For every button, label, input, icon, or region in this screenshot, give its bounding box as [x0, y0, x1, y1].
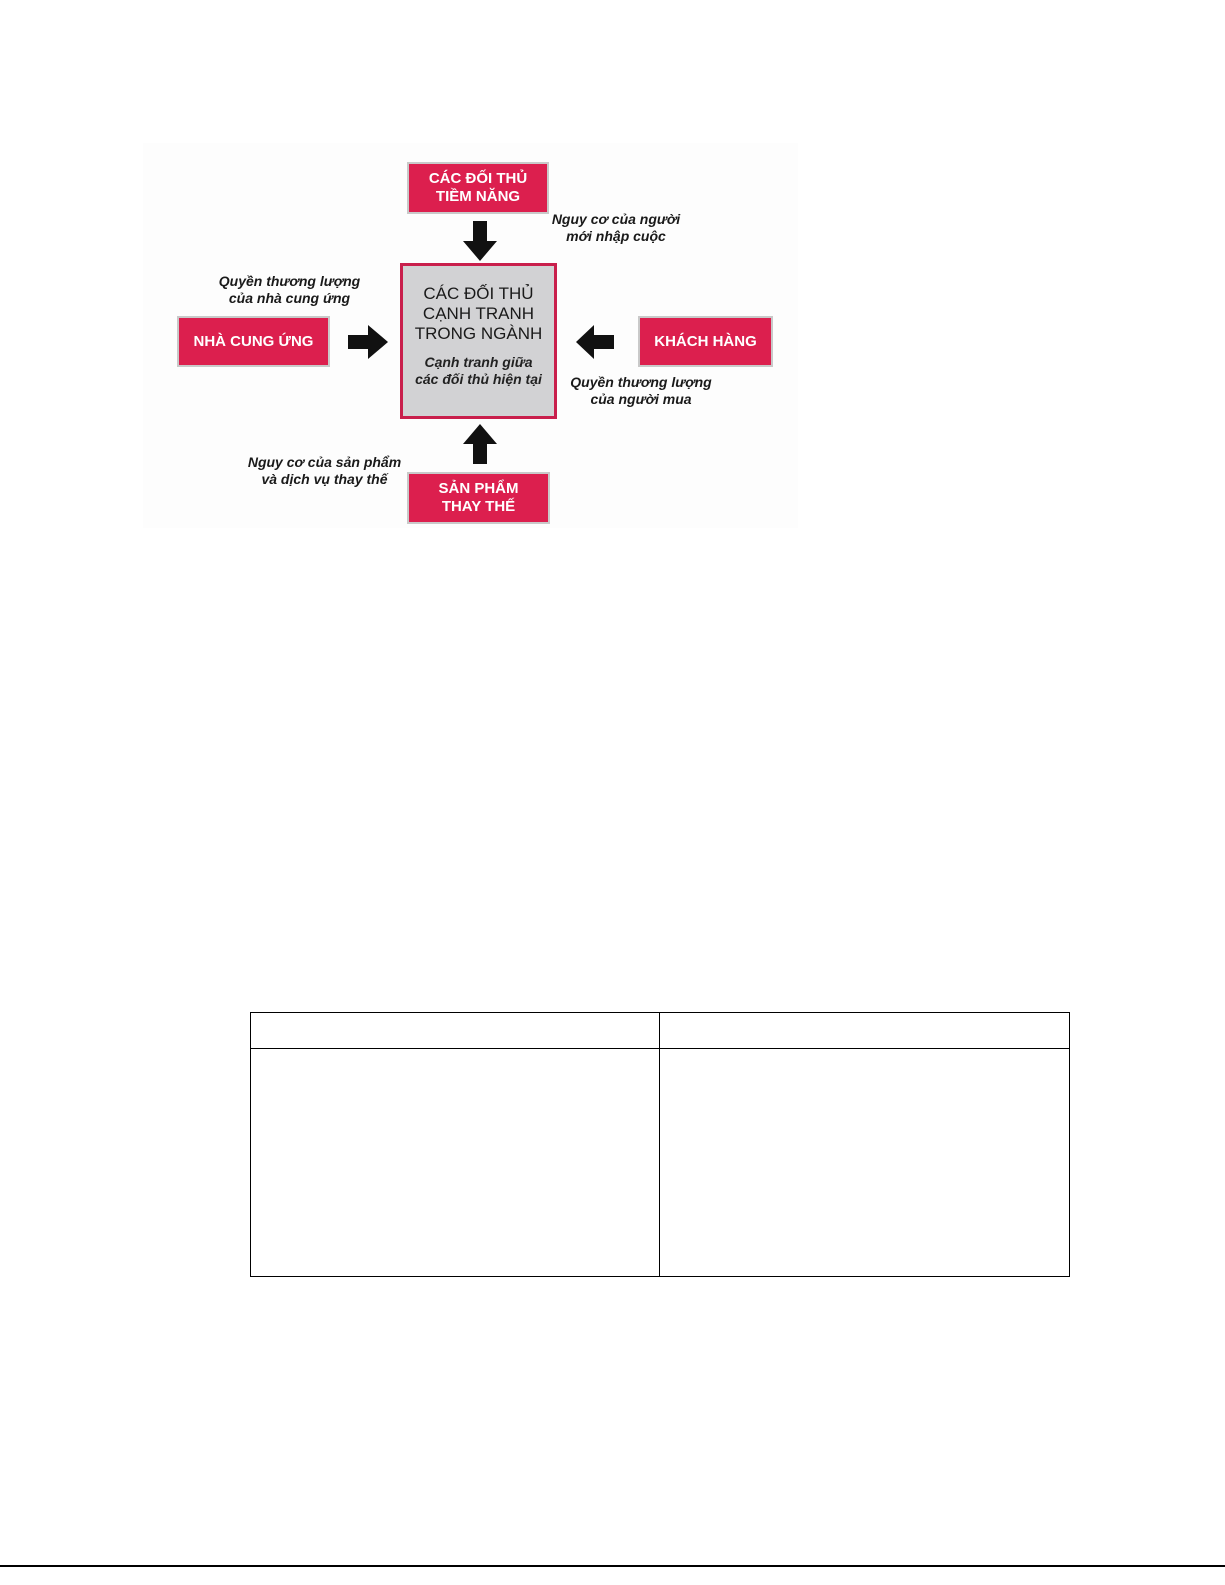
- center-title: CÁC ĐỐI THỦ CẠNH TRANH TRONG NGÀNH: [414, 284, 543, 343]
- buyer-bargaining-note: Quyền thương lượng của người mua: [570, 374, 712, 407]
- potential-competitors-box: CÁC ĐỐI THỦ TIỀM NĂNG: [407, 162, 549, 214]
- center-subtitle: Cạnh tranh giữa các đối thủ hiện tại: [415, 354, 542, 387]
- page-bottom-rule: [0, 1565, 1225, 1567]
- customers-box: KHÁCH HÀNG: [638, 316, 773, 367]
- substitutes-threat-note: Nguy cơ của sản phẩm và dịch vụ thay thế: [247, 454, 402, 487]
- arrow-down-icon: [463, 221, 497, 261]
- arrow-up-icon: [463, 424, 497, 464]
- table-body-cell-1: [251, 1049, 660, 1276]
- table-body-cell-2: [660, 1049, 1069, 1276]
- new-entrants-threat-note: Nguy cơ của người mới nhập cuộc: [551, 211, 681, 244]
- arrow-right-icon: [348, 325, 388, 359]
- suppliers-box: NHÀ CUNG ỨNG: [177, 316, 330, 367]
- table-header-cell-1: [251, 1013, 660, 1049]
- empty-table: [250, 1012, 1070, 1277]
- industry-competitors-box: [400, 263, 557, 419]
- substitute-products-box: SẢN PHẨM THAY THẾ: [407, 472, 550, 524]
- table-header-cell-2: [660, 1013, 1069, 1049]
- arrow-left-icon: [576, 325, 614, 359]
- five-forces-diagram: [143, 143, 798, 528]
- supplier-bargaining-note: Quyền thương lượng của nhà cung ứng: [218, 273, 361, 306]
